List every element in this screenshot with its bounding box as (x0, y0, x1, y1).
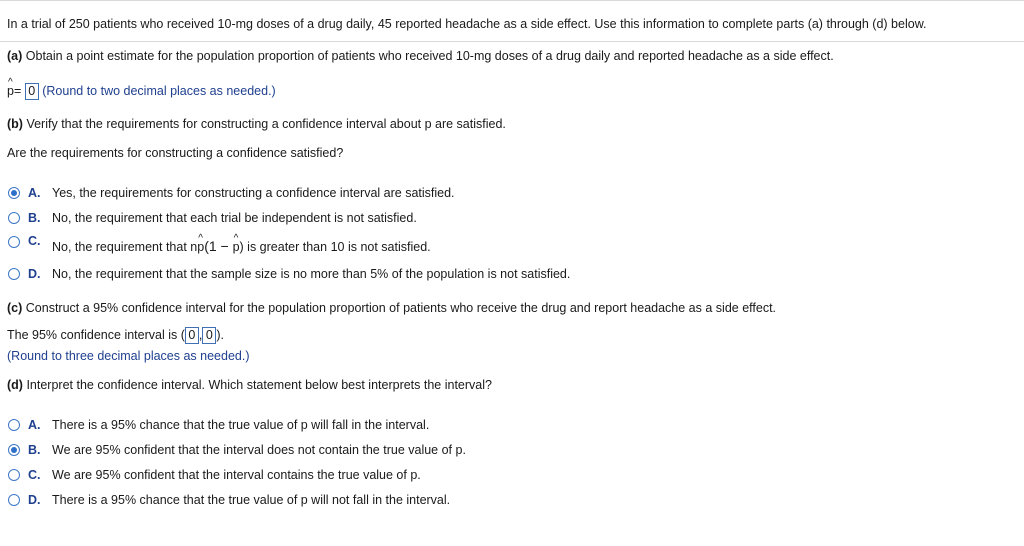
option-text-part: ) is greater than 10 is not satisfied. (239, 240, 431, 254)
p-hat-answer-input[interactable]: 0 (25, 83, 39, 100)
ci-upper-input[interactable]: 0 (202, 327, 216, 344)
part-b-label: (b) (7, 117, 23, 131)
part-d-text: Interpret the confidence interval. Which statement below best interprets the interval? (26, 378, 492, 392)
radio-button-selected[interactable] (8, 187, 20, 199)
part-d-question (7, 378, 492, 392)
option-text (52, 238, 431, 254)
top-border (0, 0, 1024, 1)
p-hat-symbol: ^ p (7, 84, 14, 98)
option-text: We are 95% confident that the interval contains the true value of p. (52, 468, 421, 482)
ci-suffix: ). (216, 327, 224, 342)
part-c-question (7, 301, 776, 315)
ci-lower-input[interactable]: 0 (185, 327, 199, 344)
option-text: We are 95% confident that the interval does not contain the true value of p. (52, 443, 466, 457)
option-text: There is a 95% chance that the true value of p will not fall in the interval. (52, 493, 451, 507)
option-text: Yes, the requirements for constructing a confidence interval are satisfied. (52, 186, 455, 200)
option-letter: D. (28, 267, 41, 281)
part-d-option-a[interactable] (8, 418, 429, 432)
part-d-option-d[interactable] (8, 493, 450, 507)
radio-button[interactable] (8, 494, 20, 506)
p-hat-symbol: ^ p (233, 240, 240, 254)
part-b-option-a[interactable] (8, 186, 455, 200)
equals-sign: = (13, 83, 22, 98)
part-a-label: (a) (7, 49, 23, 63)
radio-button[interactable] (8, 268, 20, 280)
option-text: There is a 95% chance that the true value of p will fall in the interval. (52, 418, 430, 432)
part-d-label: (d) (7, 378, 23, 392)
option-letter: C. (28, 468, 41, 482)
ci-prefix: The 95% confidence interval is ( (7, 327, 185, 342)
part-c-label: (c) (7, 301, 23, 315)
radio-button[interactable] (8, 236, 20, 248)
part-c-answer-row (7, 327, 224, 344)
option-text: No, the requirement that each trial be independent is not satisfied. (52, 211, 417, 225)
part-b-option-b[interactable] (8, 211, 417, 225)
option-letter: B. (28, 211, 41, 225)
option-letter: A. (28, 418, 41, 432)
option-text-part: No, the requirement that n (52, 240, 198, 254)
part-a-text: Obtain a point estimate for the population proportion of patients who received 10-mg doses of a drug daily and reported headache as a side effect. (25, 49, 834, 63)
radio-button[interactable] (8, 212, 20, 224)
option-letter: C. (28, 234, 41, 248)
part-d-option-c[interactable] (8, 468, 421, 482)
option-letter: B. (28, 443, 41, 457)
part-d-option-b[interactable] (8, 443, 466, 457)
part-b-subquestion: Are the requirements for constructing a confidence satisfied? (7, 146, 344, 160)
option-letter: D. (28, 493, 41, 507)
part-c-hint: (Round to three decimal places as needed.) (7, 349, 250, 363)
problem-intro: In a trial of 250 patients who received 10-mg doses of a drug daily, 45 reported headache as a side effect. Use this information to complete parts (a) through (d) below. (7, 17, 927, 31)
p-hat-symbol: ^ p (197, 240, 204, 254)
option-text-part: (1 − (204, 238, 233, 254)
part-a-answer-row (7, 83, 276, 100)
part-b-option-c[interactable] (8, 234, 431, 254)
radio-button[interactable] (8, 469, 20, 481)
option-text: No, the requirement that the sample size is no more than 5% of the population is not satisfied. (52, 267, 571, 281)
part-a-question (7, 49, 834, 63)
radio-button-selected[interactable] (8, 444, 20, 456)
ci-comma: , (198, 327, 203, 342)
part-c-text: Construct a 95% confidence interval for the population proportion of patients who receive the drug and report headache as a side effect. (25, 301, 777, 315)
part-a-hint: (Round to two decimal places as needed.) (42, 83, 276, 98)
part-b-question (7, 117, 506, 131)
option-letter: A. (28, 186, 41, 200)
section-divider (0, 41, 1024, 42)
part-b-option-d[interactable] (8, 267, 570, 281)
radio-button[interactable] (8, 419, 20, 431)
part-b-text: Verify that the requirements for constructing a confidence interval about p are satisfied. (26, 117, 506, 131)
